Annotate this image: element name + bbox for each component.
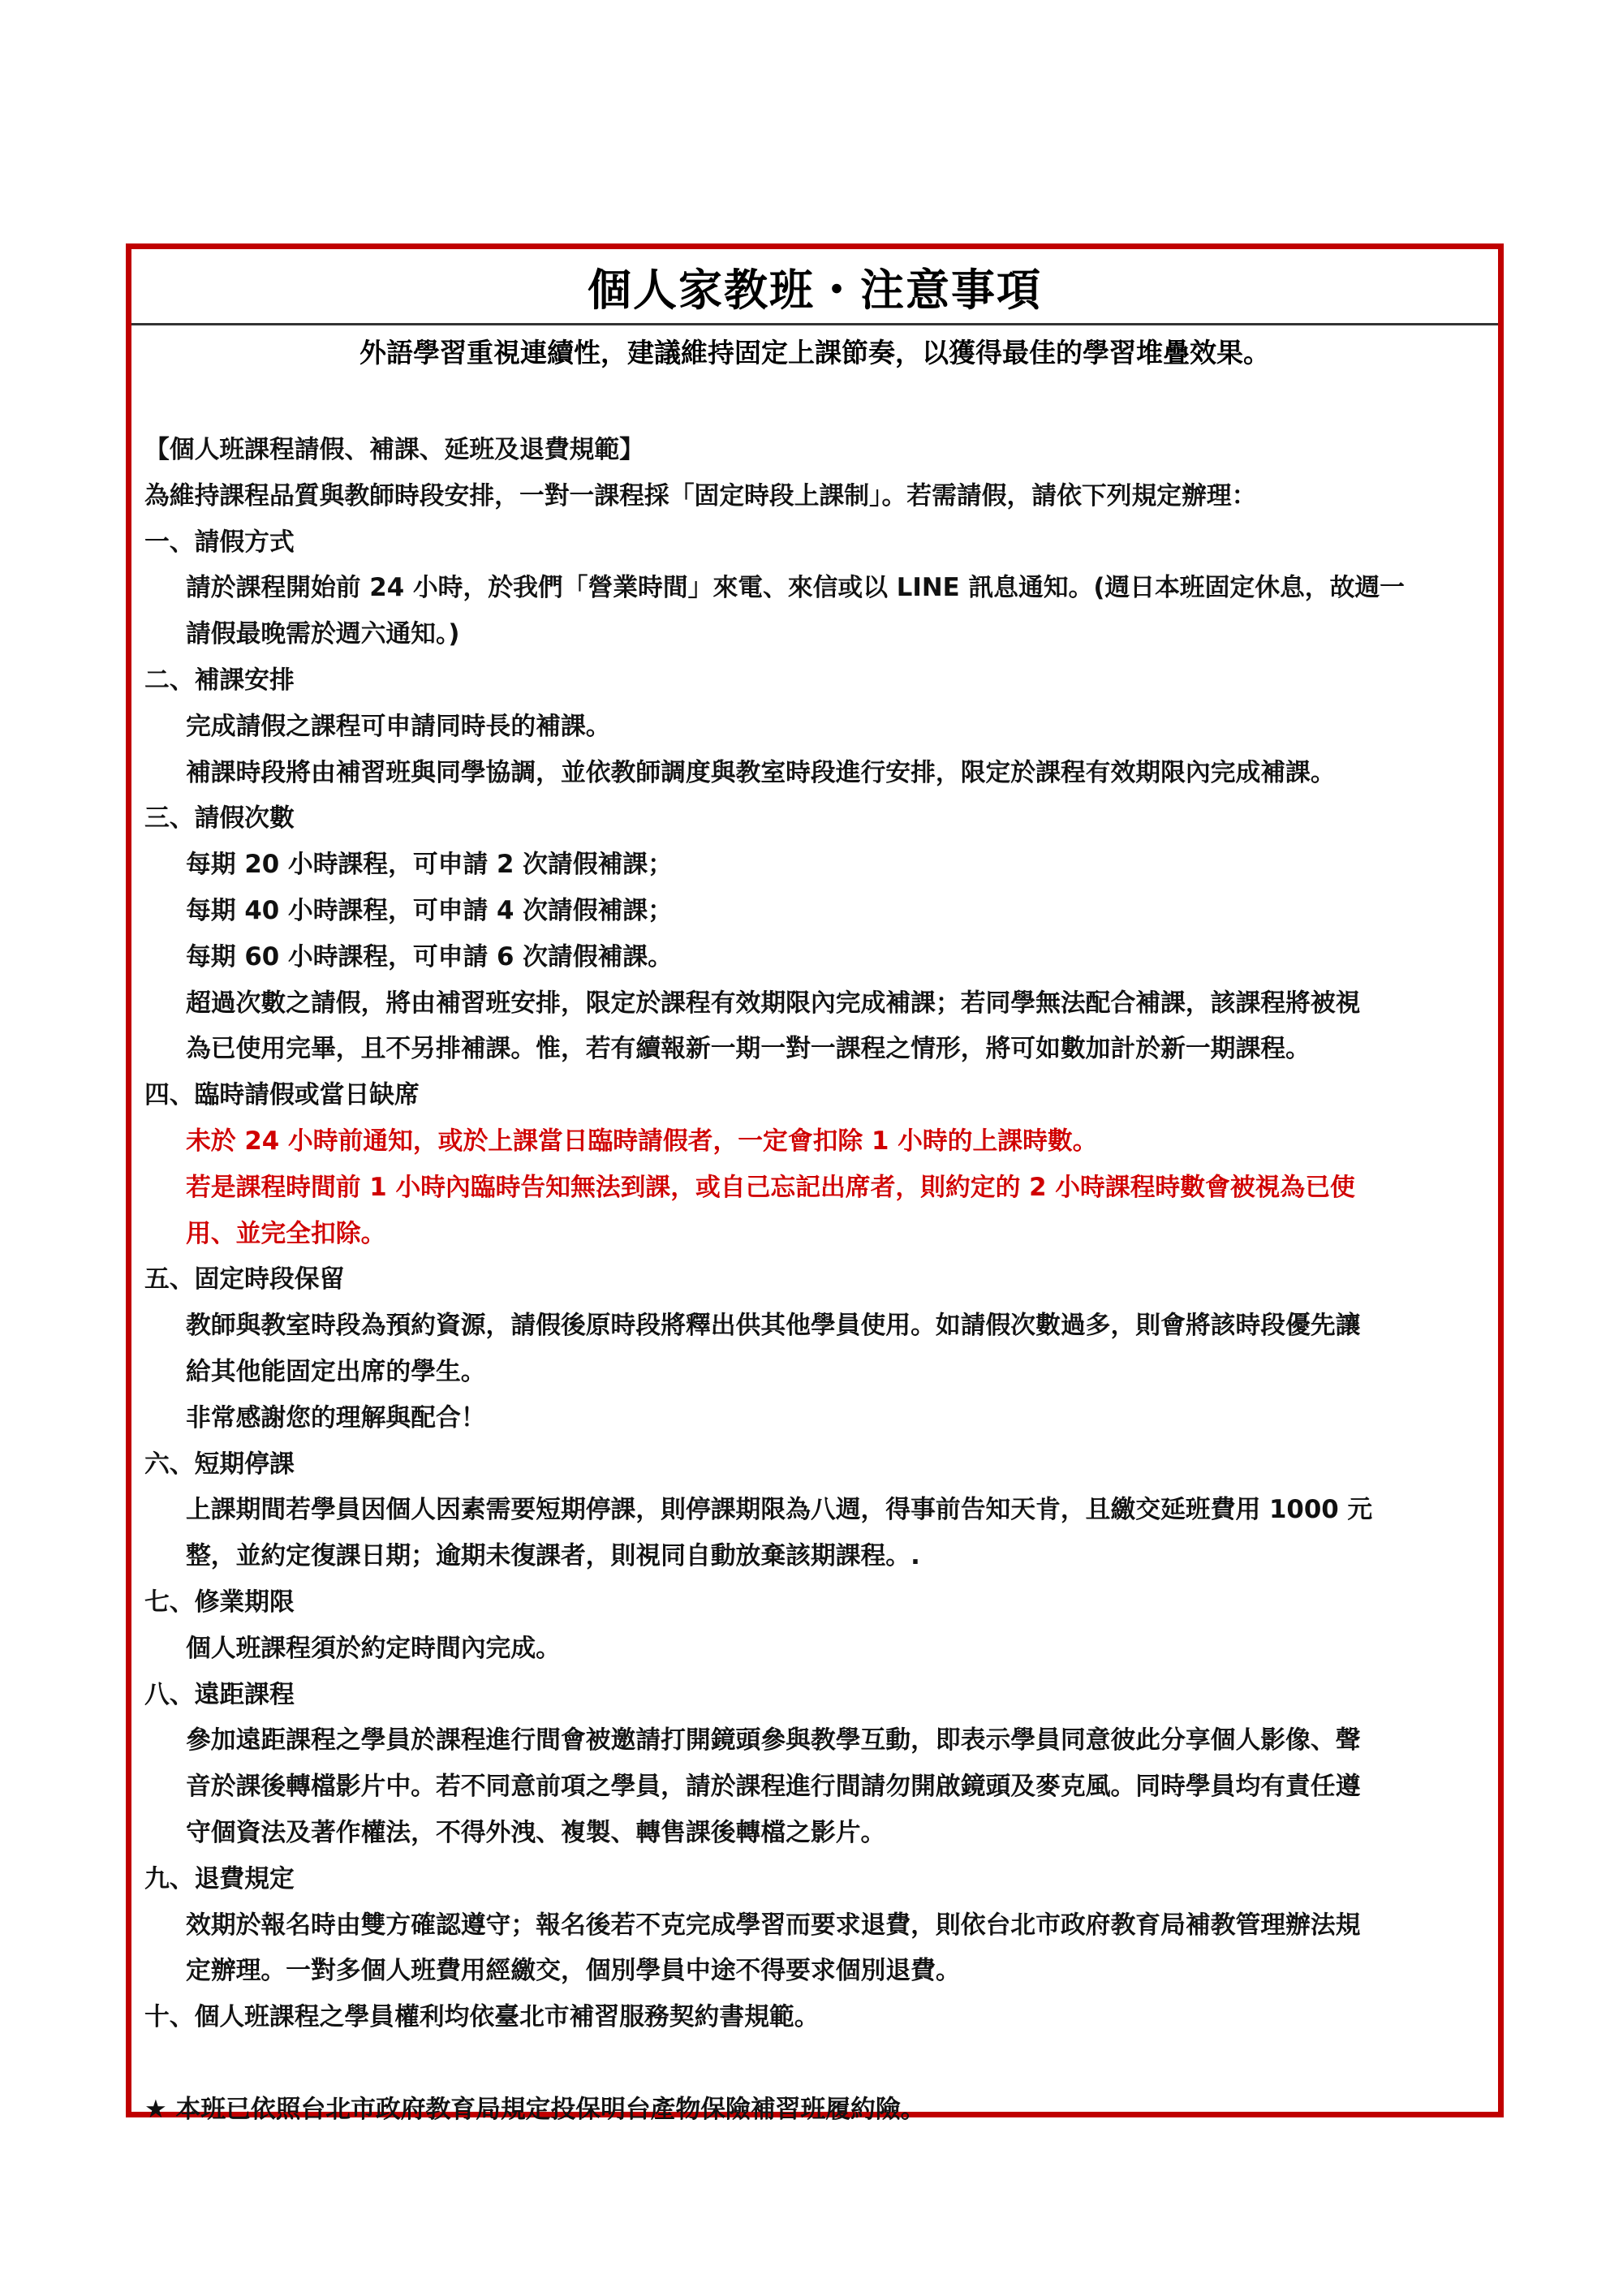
section-line: 效期於報名時由雙方確認遵守；報名後若不克完成學習而要求退費，則依台北市政府教育局補教管理辦法規: [186, 1910, 1361, 1940]
section-line: 音於課後轉檔影片中。若不同意前項之學員，請於課程進行間請勿開啟鏡頭及麥克風。同時學員均有責任遵: [186, 1772, 1361, 1802]
section-line: 超過次數之請假，將由補習班安排，限定於課程有效期限內完成補課；若同學無法配合補課，該課程將被視: [186, 988, 1361, 1018]
section-line: 為已使用完畢，且不另排補課。惟，若有續報新一期一對一課程之情形，將可如數加計於新一期課程。: [186, 1034, 1311, 1064]
section-line: 完成請假之課程可申請同時長的補課。: [186, 711, 611, 741]
section-7: [131, 1579, 1498, 1672]
title-divider: [131, 323, 1498, 325]
subtitle: 外語學習重視連續性，建議維持固定上課節奏，以獲得最佳的學習堆疊效果。: [359, 337, 1270, 368]
section-line: 教師與教室時段為預約資源，請假後原時段將釋出供其他學員使用。如請假次數過多，則會將該時段優先讓: [186, 1311, 1361, 1341]
section-heading: 八、遠距課程: [144, 1679, 295, 1709]
section-heading: 十、個人班課程之學員權利均依臺北市補習服務契約書規範。: [144, 2002, 820, 2032]
section-10: [131, 1994, 1498, 2040]
warning-line: 用、並完全扣除。: [186, 1218, 386, 1248]
section-1: [131, 519, 1498, 657]
section-line: 每期 60 小時課程，可申請 6 次請假補課。: [186, 941, 673, 971]
section-5: [131, 1256, 1498, 1441]
spacer: [131, 2040, 1498, 2087]
section-heading: 三、請假次數: [144, 803, 295, 834]
footer-note: [131, 2087, 1498, 2133]
section-line: 守個資法及著作權法，不得外洩、複製、轉售課後轉檔之影片。: [186, 1817, 886, 1847]
section-heading: 九、退費規定: [144, 1863, 295, 1893]
rules-heading: 【個人班課程請假、補課、延班及退費規範】: [144, 435, 644, 464]
section-heading: 五、固定時段保留: [144, 1264, 345, 1294]
section-line: 上課期間若學員因個人因素需要短期停課，則停課期限為八週，得事前告知天肯，且繳交延班費用 1000 元: [186, 1495, 1373, 1525]
section-line: 參加遠距課程之學員於課程進行間會被邀請打開鏡頭參與教學互動，即表示學員同意彼此分享個人影像、聲: [186, 1725, 1361, 1755]
section-line: 每期 40 小時課程，可申請 4 次請假補課；: [186, 895, 673, 925]
section-line: 定辦理。一對多個人班費用經繳交，個別學員中途不得要求個別退費。: [186, 1956, 961, 1986]
section-line: 給其他能固定出席的學生。: [186, 1356, 486, 1386]
footer-note-text: 本班已依照台北市政府教育局規定投保明台產物保險補習班履約險。: [175, 2094, 926, 2124]
section-2: [131, 657, 1498, 795]
section-8: [131, 1672, 1498, 1856]
section-line: 非常感謝您的理解與配合！: [186, 1402, 486, 1432]
section-heading: 一、請假方式: [144, 527, 295, 557]
star-icon: ★: [144, 2094, 167, 2124]
section-line: 個人班課程須於約定時間內完成。: [186, 1633, 561, 1663]
warning-line: 若是課程時間前 1 小時內臨時告知無法到課，或自己忘記出席者，則約定的 2 小時課程時數會被視為已使: [186, 1172, 1355, 1202]
section-4: [131, 1072, 1498, 1256]
section-line: 請假最晚需於週六通知。): [186, 619, 460, 649]
section-9: [131, 1856, 1498, 1994]
section-line: 補課時段將由補習班與同學協調，並依教師調度與教室時段進行安排，限定於課程有效期限內完成補課。: [186, 757, 1336, 787]
section-6: [131, 1441, 1498, 1579]
section-line: 請於課程開始前 24 小時，於我們「營業時間」來電、來信或以 LINE 訊息通知。(週日本班固定休息，故週一: [186, 573, 1405, 603]
section-heading: 四、臨時請假或當日缺席: [144, 1080, 420, 1110]
notice-body: [131, 427, 1498, 2132]
section-heading: 七、修業期限: [144, 1587, 295, 1617]
section-heading: 六、短期停課: [144, 1449, 295, 1479]
section-line: 每期 20 小時課程，可申請 2 次請假補課；: [186, 850, 673, 880]
notice-frame: [126, 243, 1504, 2124]
section-heading: 二、補課安排: [144, 665, 295, 695]
intro-paragraph: 為維持課程品質與教師時段安排，一對一課程採「固定時段上課制」。若需請假，請依下列規定辦理：: [144, 480, 1257, 510]
section-line: 整，並約定復課日期；逾期未復課者，則視同自動放棄該期課程。.: [186, 1541, 920, 1571]
section-3: [131, 795, 1498, 1072]
page-title: 個人家教班・注意事項: [588, 265, 1042, 316]
warning-line: 未於 24 小時前通知，或於上課當日臨時請假者，一定會扣除 1 小時的上課時數。: [186, 1126, 1098, 1156]
